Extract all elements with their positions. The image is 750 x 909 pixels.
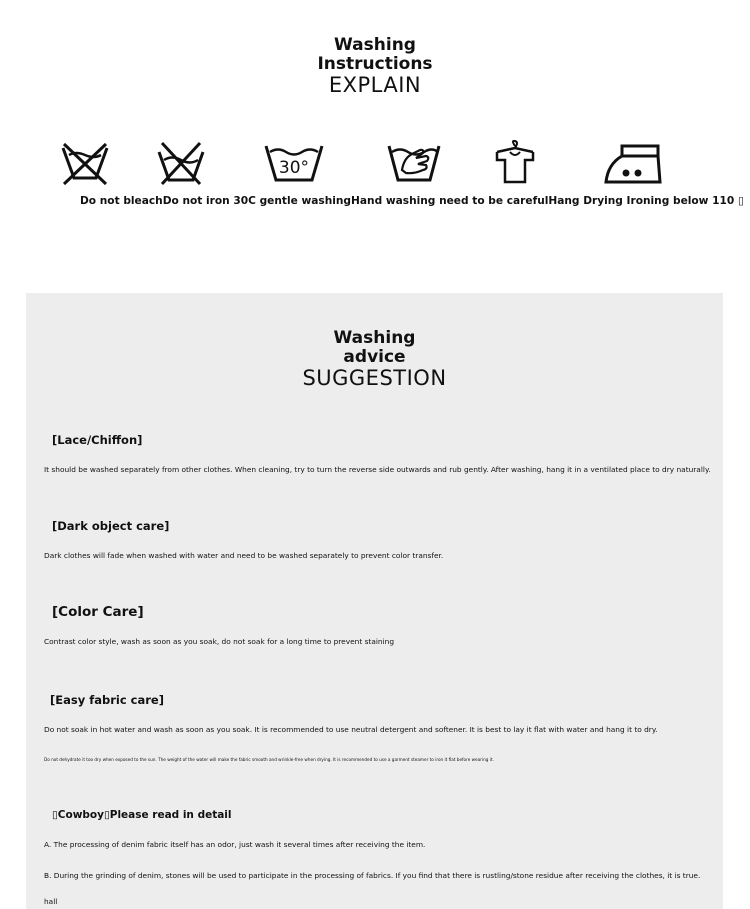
color-care-text: Contrast color style, wash as soon as you soak, do not soak for a long time to prevent staining — [44, 637, 395, 646]
easy-fabric-text-2: Do not dehydrate it too dry when exposed to the sun. The weight of the water will make the fabric smooth and wrinkle-free when drying. It is recommended to use a garment steamer to iron it flat before wearing it. — [44, 757, 494, 762]
cowboy-heading: ▯Cowboy▯Please read in detail — [52, 809, 232, 821]
washing-advice-panel — [26, 293, 723, 909]
instructions-title-line3: EXPLAIN — [328, 73, 422, 97]
lace-chiffon-heading: [Lace/Chiffon] — [52, 433, 143, 447]
hand-wash-icon — [386, 140, 442, 186]
advice-title-line2: advice — [343, 347, 406, 367]
no-bleach-icon — [60, 140, 110, 186]
wash-30-text: 30° — [278, 158, 310, 178]
instructions-title-line2: Instructions — [317, 54, 433, 74]
dark-object-heading: [Dark object care] — [52, 519, 170, 533]
care-icon-labels: Do not bleachDo not iron 30C gentle washingHand washing need to be carefulHang Drying Ironing below 110 ▯ — [80, 195, 744, 207]
care-icons-row — [0, 140, 750, 192]
cowboy-text-b: B. During the grinding of denim, stones will be used to participate in the processing of fabrics. If you find that there is rustling/stone residue after receiving the clothes, it is true. — [44, 871, 701, 880]
advice-title-line3: SUGGESTION — [302, 366, 447, 390]
advice-title-line1: Washing — [333, 328, 416, 348]
wash-30-icon — [264, 140, 324, 186]
cowboy-text-c: hall — [44, 897, 58, 906]
advice-title-block — [26, 329, 723, 390]
dark-object-text: Dark clothes will fade when washed with water and need to be washed separately to prevent color transfer. — [44, 551, 444, 560]
easy-fabric-heading: [Easy fabric care] — [50, 693, 164, 707]
lace-chiffon-text: It should be washed separately from other clothes. When cleaning, try to turn the reverse side outwards and rub gently. After washing, hang it in a ventilated place to dry naturally. — [44, 465, 711, 474]
no-iron-icon — [156, 140, 206, 186]
cowboy-text-a: A. The processing of denim fabric itself has an odor, just wash it several times after receiving the item. — [44, 840, 426, 849]
instructions-title-line1: Washing — [334, 35, 416, 55]
hang-dry-icon — [494, 140, 536, 186]
easy-fabric-text: Do not soak in hot water and wash as soon as you soak. It is recommended to use neutral detergent and softener. It is best to lay it flat with water and hang it to dry. — [44, 725, 658, 734]
color-care-heading: [Color Care] — [52, 604, 144, 620]
iron-low-icon — [602, 140, 664, 186]
instructions-title-block — [0, 36, 750, 97]
